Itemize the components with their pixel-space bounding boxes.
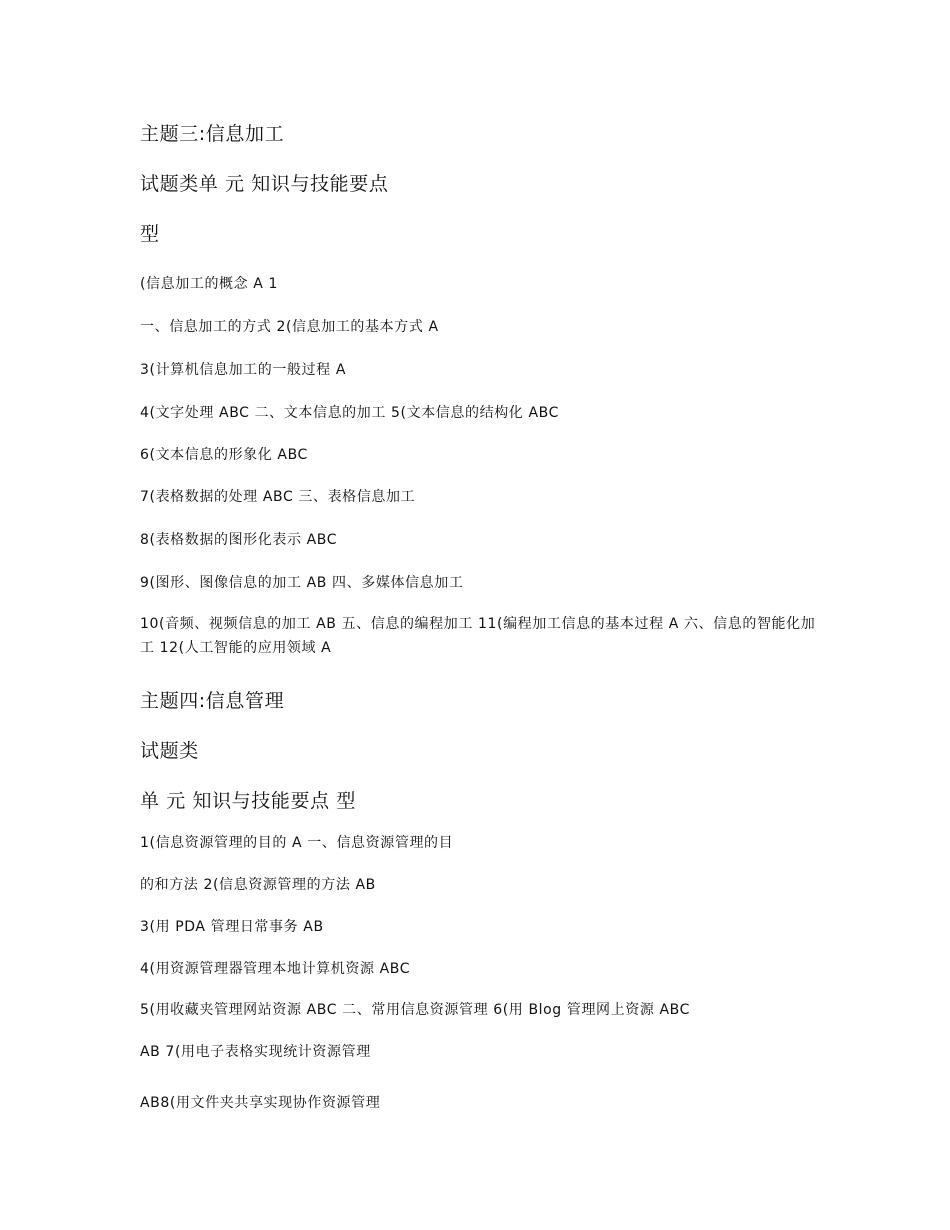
table-header-line: 试题类单 元 知识与技能要点 — [140, 173, 389, 195]
text-line: 3(用 PDA 管理日常事务 AB — [140, 919, 324, 935]
text-line: AB 7(用电子表格实现统计资源管理 — [140, 1044, 371, 1060]
text-line: 6(文本信息的形象化 ABC — [140, 447, 308, 463]
text-paragraph: 10(音频、视频信息的加工 AB 五、信息的编程加工 11(编程加工信息的基本过程 A 六、信息的智能化加工 12(人工智能的应用领域 A — [140, 616, 816, 656]
text-line: 的和方法 2(信息资源管理的方法 AB — [140, 877, 376, 893]
section-heading-topic-4: 主题四:信息管理 — [140, 690, 285, 712]
table-header-line: 型 — [140, 223, 160, 245]
text-line: 7(表格数据的处理 ABC 三、表格信息加工 — [140, 489, 416, 505]
table-header-line: 试题类 — [140, 740, 199, 762]
text-line: 8(表格数据的图形化表示 ABC — [140, 532, 338, 548]
section-heading-topic-3: 主题三:信息加工 — [140, 123, 285, 145]
text-line: 一、信息加工的方式 2(信息加工的基本方式 A — [140, 319, 439, 335]
text-line: 5(用收藏夹管理网站资源 ABC 二、常用信息资源管理 6(用 Blog 管理网上资源 ABC — [140, 1002, 691, 1018]
text-line: (信息加工的概念 A 1 — [140, 276, 279, 292]
table-header-line: 单 元 知识与技能要点 型 — [140, 790, 356, 812]
text-line: 3(计算机信息加工的一般过程 A — [140, 362, 346, 378]
text-line: 9(图形、图像信息的加工 AB 四、多媒体信息加工 — [140, 575, 464, 591]
text-line: 4(文字处理 ABC 二、文本信息的加工 5(文本信息的结构化 ABC — [140, 405, 559, 421]
text-line: AB8(用文件夹共享实现协作资源管理 — [140, 1095, 381, 1111]
text-line: 1(信息资源管理的目的 A 一、信息资源管理的目 — [140, 835, 454, 851]
text-line: 4(用资源管理器管理本地计算机资源 ABC — [140, 961, 411, 977]
